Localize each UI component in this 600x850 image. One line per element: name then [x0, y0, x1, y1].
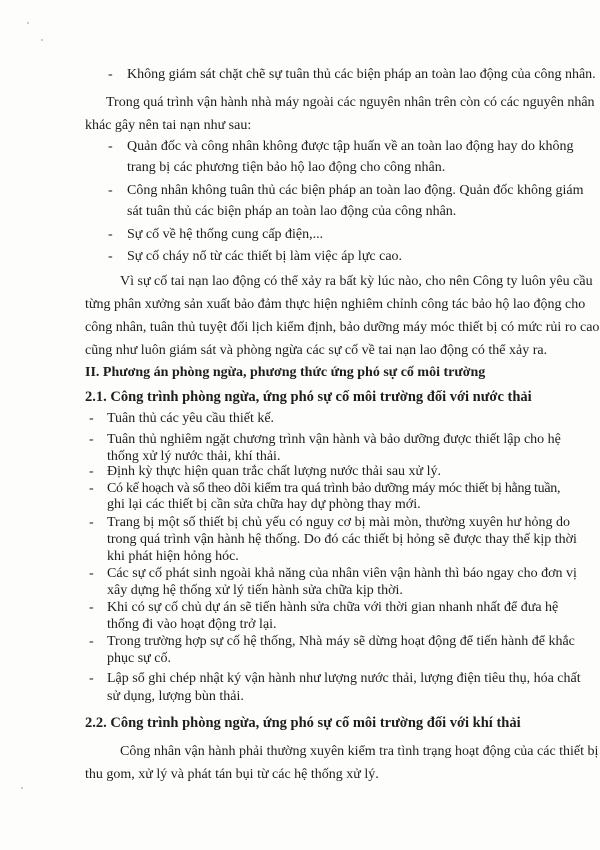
water-item-line: Trong trường hợp sự cố hệ thống, Nhà máy sẽ dừng hoạt động để tiến hành để khắc — [107, 634, 575, 649]
water-item-line: phục sự cố. — [107, 651, 171, 666]
paragraph-line: Công nhân vận hành phải thường xuyên kiểm tra tình trạng hoạt động của các thiết bị — [120, 744, 599, 759]
cause-item-line: sát tuân thủ các biện pháp an toàn lao động của công nhân. — [127, 204, 457, 219]
cause-item-line: Quản đốc và công nhân không được tập huấn về an toàn lao động hay do không — [127, 139, 574, 154]
water-item-line: trong quá trình vận hành hệ thống. Do đó các thiết bị hỏng sẽ được thay thế kịp thời — [107, 532, 577, 547]
water-item-line: khi phát hiện hỏng hóc. — [107, 549, 239, 564]
cause-item-line: trang bị các phương tiện bảo hộ lao động cho công nhân. — [127, 160, 446, 175]
section-heading-ii: II. Phương án phòng ngừa, phương thức ứng phó sự cố môi trường — [85, 365, 486, 380]
section-heading-2-2: 2.2. Công trình phòng ngừa, ứng phó sự cố môi trường đối với khí thải — [85, 715, 521, 731]
bullet-dash: - — [108, 183, 113, 198]
water-item-line: Lập sổ ghi chép nhật ký vận hành như lượng nước thải, lượng điện tiêu thụ, hóa chất — [107, 671, 581, 686]
bullet-dash: - — [89, 411, 94, 426]
section-heading-2-1: 2.1. Công trình phòng ngừa, ứng phó sự cố môi trường đối với nước thải — [85, 389, 532, 405]
water-item-line: ghi lại các thiết bị cần sửa chữa hay dự phòng thay mới. — [107, 497, 421, 512]
bullet-dash: - — [89, 481, 94, 496]
bullet-dash: - — [89, 671, 94, 686]
water-item-line: Khi có sự cố chủ dự án sẽ tiến hành sửa chữa với thời gian nhanh nhất để đưa hệ — [107, 600, 559, 615]
water-item-line: xây dựng hệ thống xử lý tiến hành sửa chữa kịp thời. — [107, 583, 403, 598]
paragraph-line: thu gom, xử lý và phát tán bụi từ các hệ thống xử lý. — [85, 767, 379, 782]
scan-speck — [21, 787, 23, 789]
bullet-dash: - — [89, 600, 94, 615]
paragraph-line: công nhân, tuân thủ tuyệt đối lịch kiểm định, bảo dưỡng máy móc thiết bị có mức rủi ro cao — [85, 320, 600, 335]
paragraph-line: cũng như luôn giám sát và phòng ngừa các sự cố về tai nạn lao động có thể xảy ra. — [85, 343, 548, 358]
water-item-line: Tuân thủ nghiêm ngặt chương trình vận hành và bảo dưỡng được thiết lập cho hệ — [107, 432, 561, 447]
cause-item-line: Sự cố cháy nổ từ các thiết bị làm việc áp lực cao. — [127, 249, 403, 264]
water-item-line: Tuân thủ các yêu cầu thiết kế. — [107, 411, 275, 426]
bullet-dash: - — [89, 432, 94, 447]
paragraph-line: Trong quá trình vận hành nhà máy ngoài các nguyên nhân trên còn có các nguyên nhân — [106, 95, 595, 110]
bullet-dash: - — [89, 634, 94, 649]
bullet-dash: - — [89, 566, 94, 581]
water-item-line: Trang bị một số thiết bị chủ yếu có nguy cơ bị mài mòn, thường xuyên hư hỏng do — [107, 515, 571, 530]
water-item-line: thống xử lý nước thải, khí thải. — [107, 449, 281, 464]
paragraph-line: Vì sự cố tai nạn lao động có thể xảy ra bất kỳ lúc nào, cho nên Công ty luôn yêu cầu — [120, 274, 593, 289]
paragraph-line: từng phân xưởng sản xuất bảo đảm thực hiện nghiêm chỉnh công tác bảo hộ lao động cho — [85, 297, 586, 312]
cause-item-line: Công nhân không tuân thủ các biện pháp an toàn lao động. Quản đốc không giám — [127, 183, 584, 198]
bullet-dash: - — [108, 139, 113, 154]
intro-bullet-text: Không giám sát chặt chẽ sự tuân thủ các biện pháp an toàn lao động của công nhân. — [127, 67, 596, 82]
bullet-dash: - — [89, 515, 94, 530]
bullet-dash: - — [108, 227, 113, 242]
cause-item-line: Sự cố về hệ thống cung cấp điện,... — [127, 227, 324, 242]
water-item-line: sử dụng, lượng bùn thải. — [107, 689, 244, 704]
water-item-line: Các sự cố phát sinh ngoài khả năng của nhân viên vận hành thì báo ngay cho đơn vị — [107, 566, 577, 581]
water-item-line: Có kế hoạch và sổ theo dõi kiểm tra quá trình bảo dưỡng máy móc thiết bị hằng tuần, — [107, 481, 561, 496]
bullet-dash: - — [89, 464, 94, 479]
bullet-dash: - — [108, 67, 113, 82]
bullet-dash: - — [108, 249, 113, 264]
water-item-line: thống đi vào hoạt động trở lại. — [107, 617, 277, 632]
scan-speck — [41, 39, 43, 41]
scan-speck — [27, 22, 29, 24]
water-item-line: Định kỳ thực hiện quan trắc chất lượng nước thải sau xử lý. — [107, 464, 442, 479]
paragraph-line: khác gây nên tai nạn như sau: — [85, 118, 252, 133]
